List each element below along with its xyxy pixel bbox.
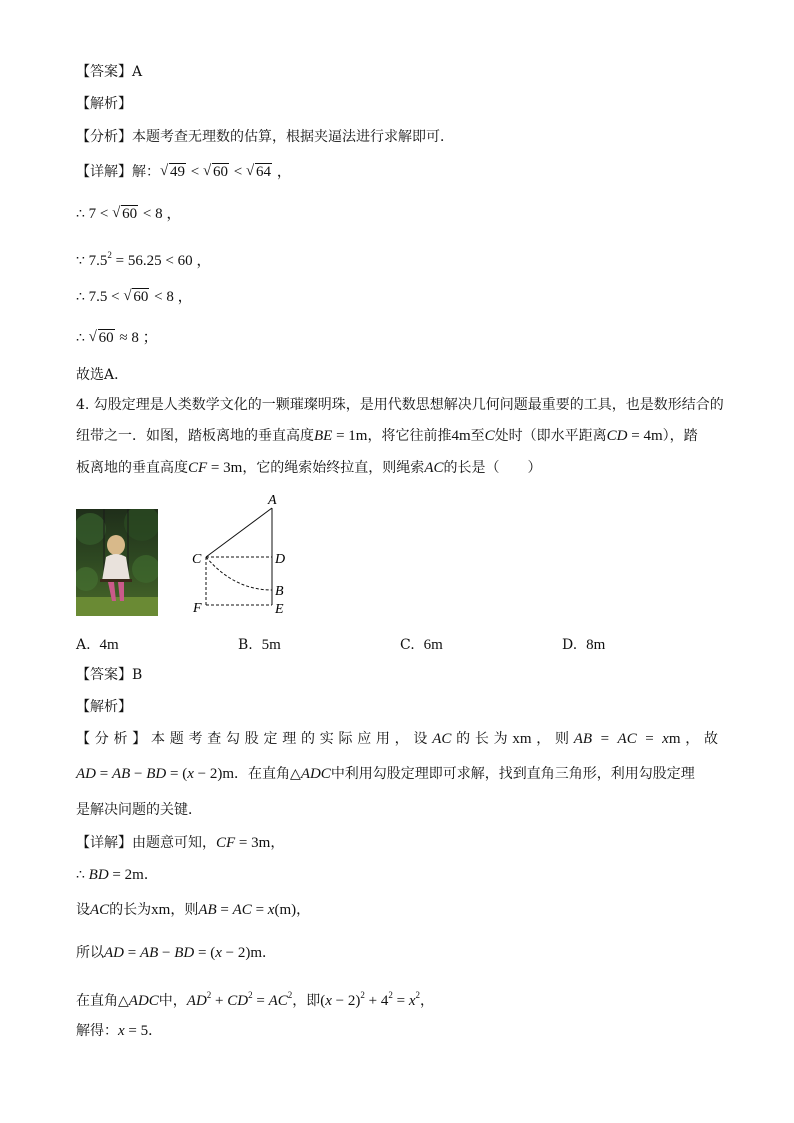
therefore-symbol: ∴: [76, 206, 85, 222]
step-line: ∵ $7.5^2 = 56.25 < 60$ ，: [76, 250, 212, 269]
because-symbol: ∵: [76, 253, 85, 269]
question-stem-line2: 纽带之一．如图，踏板离地的垂直高度BE = 1m，将它往前推4m至C处时（即水平距离CD = 4m），踏: [76, 428, 698, 444]
geometry-diagram: [186, 492, 296, 616]
label-C: C: [192, 552, 202, 567]
line-AC: [206, 508, 272, 557]
therefore-symbol: ∴: [76, 289, 85, 305]
answer-line: 【答案】A: [76, 64, 143, 80]
detail-text: ，: [419, 993, 434, 1009]
analysis-text: ．在直角△: [234, 766, 301, 782]
option-c[interactable]: C. 6m: [400, 637, 443, 653]
detail-text: ．: [143, 867, 158, 883]
detail-line: 【详解】由题意可知，CF = 3m，: [76, 835, 285, 851]
detail-label: 【详解】解：: [76, 164, 160, 180]
detail-text: ．: [262, 945, 277, 961]
label-A: A: [268, 493, 277, 508]
stem-text: ），踏: [662, 428, 698, 444]
answer-line: 【答案】B: [76, 667, 143, 683]
detail-line: [76, 162, 292, 182]
step-line: ∴ √ 60 ≈ 8 ；: [76, 328, 158, 348]
detail-text: 在直角△: [76, 993, 129, 1009]
detail-text: ，: [296, 902, 311, 918]
step-line: ∴ 7.5 < √ 60 < 8 ，: [76, 287, 193, 307]
conclusion-line: 故选A．: [76, 367, 129, 383]
option-a[interactable]: A. 4m: [76, 637, 119, 653]
analysis-text: 的长为: [451, 731, 513, 747]
option-b[interactable]: B. 5m: [238, 637, 281, 653]
analysis-heading: 【解析】: [76, 699, 132, 715]
solve-line: 解得：x = 5．: [76, 1023, 163, 1039]
stem-text: 板离地的垂直高度: [76, 460, 188, 476]
detail-text: ，: [270, 835, 285, 851]
stem-text: 处时（即水平距离: [494, 428, 607, 444]
stem-text: ，将它往前推: [367, 428, 452, 444]
question-stem-line3: 板离地的垂直高度CF = 3m，它的绳索始终拉直，则绳索AC的长是（ ）: [76, 460, 542, 476]
detail-text: 所以: [76, 945, 104, 961]
set-line: 设AC的长为xm，则AB = AC = x(m)，: [76, 902, 311, 918]
stem-text: 至: [470, 428, 485, 444]
label-E: E: [275, 602, 284, 616]
question-stem: 4. 勾股定理是人类数学文化的一颗璀璨明珠，是用代数思想解决几何问题最重要的工具，也是数形结合的: [76, 397, 724, 413]
option-d[interactable]: D. 8m: [562, 637, 606, 653]
therefore-symbol: ∴: [76, 867, 85, 883]
analysis-line3: 是解决问题的关键．: [76, 802, 202, 818]
stem-text: 纽带之一．如图，踏板离地的垂直高度: [76, 428, 314, 444]
so-line: 所以AD = AB − BD = (x − 2)m．: [76, 945, 277, 961]
analysis-text: 【分析】本题考查勾股定理的实际应用，设: [76, 731, 433, 747]
step-line: ∴ 7 < √ 60 < 8 ，: [76, 204, 181, 224]
analysis-text: ，故: [680, 731, 719, 747]
math-inequality: √ 49 < √ 60 < √ 64 ，: [160, 164, 292, 180]
stem-text: ，它的绳索始终拉直，则绳索: [242, 460, 425, 476]
analysis-line1: 【分析】本题考查勾股定理的实际应用，设AC的长为xm，则AB = AC = xm，故: [76, 731, 719, 747]
stem-text: 的长是（ ）: [443, 460, 542, 476]
label-D: D: [275, 552, 286, 567]
label-F: F: [193, 601, 202, 616]
analysis-text: 中利用勾股定理即可求解，找到直角三角形，利用勾股定理: [330, 766, 695, 782]
detail-text: ，则: [170, 902, 199, 918]
swing-photo: [76, 509, 158, 616]
bd-line: ∴ BD = 2m．: [76, 867, 158, 883]
detail-text: 【详解】由题意可知，: [76, 835, 216, 851]
detail-text: 的长为: [109, 902, 152, 918]
analysis-heading: 【解析】: [76, 96, 132, 112]
arc-CB: [206, 557, 272, 590]
analysis-text: ，则: [531, 731, 574, 747]
analysis-text: 【分析】本题考查无理数的估算，根据夹逼法进行求解即可．: [76, 129, 454, 145]
detail-text: ．: [148, 1023, 163, 1039]
therefore-symbol: ∴: [76, 330, 85, 346]
detail-text: 设: [76, 902, 90, 918]
detail-text: 中，: [158, 993, 187, 1009]
right-triangle-line: 在直角△ADC中，$AD^2 + CD^2 = AC^2$，即$(x - 2)^2 + 4^2 = x^2$，: [76, 990, 434, 1009]
detail-text: 解得：: [76, 1023, 118, 1039]
label-B: B: [275, 584, 284, 599]
analysis-line2: AD = AB − BD = (x − 2)m．在直角△ADC中利用勾股定理即可求解，找到直角三角形，利用勾股定理: [76, 766, 695, 782]
detail-text: ，即: [292, 993, 321, 1009]
